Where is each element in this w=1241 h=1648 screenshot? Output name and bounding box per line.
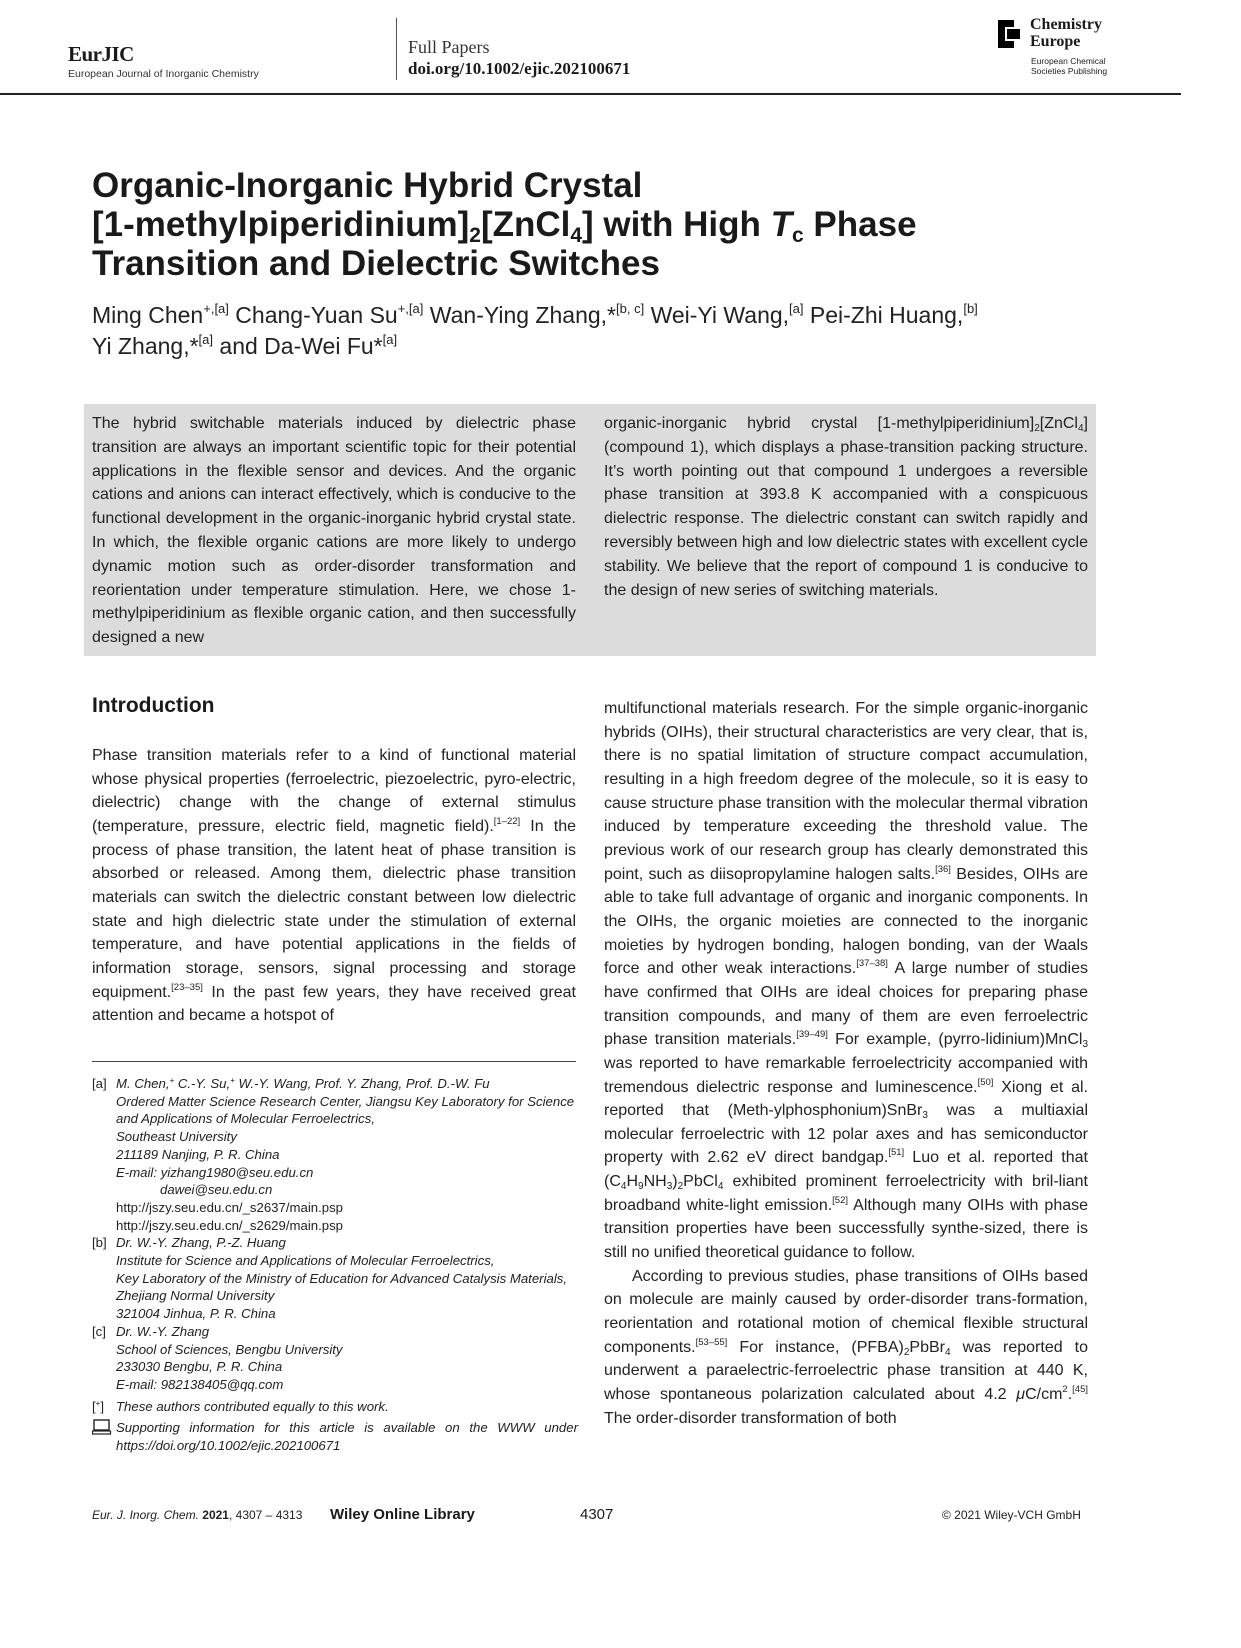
footnote-equal-contribution: [+] These authors contributed equally to this work. (92, 1398, 389, 1414)
copyright: © 2021 Wiley-VCH GmbH (942, 1508, 1081, 1522)
journal-abbreviation: EurJIC (68, 42, 134, 66)
wiley-online-library-link[interactable]: Wiley Online Library (330, 1506, 475, 1523)
footnote-supporting-info (92, 1419, 578, 1454)
footnote-rule (92, 1061, 576, 1062)
publisher-subtitle: European Chemical Societies Publishing (1031, 56, 1108, 76)
body-left-column (92, 744, 576, 1028)
supporting-info-text[interactable]: Supporting information for this article is available on the WWW under https://doi.org/10.1002/ejic.202100671 (116, 1420, 578, 1454)
author-list: Ming Chen$^{+,[a]}$ Chang-Yuan $Su^{+,[a]}$ Wan-Ying Zhang,*[b, c] Wei-Yi Wang,[a] Pei-Zhi Huang,[b] Yi Zhang,*[a] and Da-Wei Fu*[a] (92, 301, 978, 359)
header-divider (396, 18, 397, 80)
header-rule (0, 93, 1181, 95)
section-heading-introduction: Introduction (92, 694, 215, 717)
computer-icon (92, 1419, 112, 1435)
paragraph: According to previous studies, phase transitions of OIHs based on molecule are mainly caused by order-disorder trans-formation, reorientation and rotational motion of chemical flexible structural components.[53–55] For instance, $(PFBA)_2PbBr_4$ was reported to underwent a paraelectric-ferroelectric phase transition at 440 K, whose spontaneous polarization calculated about 4.2 $\mu C/cm^2.[45]$ The order-disorder transformation of both (604, 1267, 1088, 1427)
author-url-link[interactable]: http://jszy.seu.edu.cn/_s2637/main.psp (116, 1199, 344, 1215)
page-number: 4307 (580, 1506, 614, 1523)
paper-title: Organic-Inorganic Hybrid Crystal $[1-methylpiperidinium]_2[ZnCl_4]$ with High $T_c$ Phase Transition and Dielectric Switches (92, 166, 917, 283)
footnote-b: [b] Dr. W.-Y. Zhang, P.-Z. Huang Institute for Science and Applications of Molecular Ferroelectrics, Key Laboratory of the Ministry of Education for Advanced Catalysis Materials, Zhejiang Normal University 321004 Jinhua, P. R. China (92, 1235, 568, 1322)
paragraph: multifunctional materials research. For the simple organic-inorganic hybrids (OIHs), their structural characteristics are very clear, that is, there is no spatial limitation of structure compact accumulation, resulting in a high freedom degree of the molecule, so it is easy to cause structure phase transition with the molecular thermal vibration induced by temperature exceeding the threshold value. The previous work of our research group has clearly demonstrated this point, such as diisopropylamine halogen salts.[36] Besides, OIHs are able to take full advantage of organic and inorganic components. In the OIHs, the organic moieties are connected to the inorganic moieties by hydrogen bonding, halogen bonding, van der Waals force and other weak interactions.[37–38] A large number of studies have confirmed that OIHs are ideal choices for preparing phase transition compounds, and many of them are even ferroelectric phase transition materials.[39–49] For example, (pyrro-lidinium)MnCl$_3$ was reported to have remarkable ferroelectricity accompanied with tremendous dielectric response and luminescence.[50] Xiong et al. reported that (Meth-ylphosphonium)SnBr$_3$ was a multiaxial molecular ferroelectric with 12 polar axes and has semiconductor property with 2.62 eV direct bandgap.[51] Luo et al. reported that $(C_4H_9NH_3)_2PbCl_4$ exhibited prominent ferroelectricity with bril-liant broadband white-light emission.[52] Although many OIHs with phase transition properties have been successfully synthe-sized, there is still no unified theoretical guidance to follow. (604, 700, 1089, 1262)
author-url-link[interactable]: http://jszy.seu.edu.cn/_s2629/main.psp (116, 1217, 344, 1233)
paper-type: Full Papers (408, 37, 490, 57)
chemistry-europe-logo-icon (996, 18, 1022, 50)
journal-full-name: European Journal of Inorganic Chemistry (68, 68, 259, 80)
doi-link[interactable]: doi.org/10.1002/ejic.202100671 (408, 59, 631, 78)
footer-citation: Eur. J. Inorg. Chem. 2021, 4307 – 4313 (92, 1508, 303, 1522)
affiliation-footnotes (92, 1075, 578, 1455)
footnote-a: [a] M. Chen,+ C.-Y. Su,+ W.-Y. Wang, Prof. Y. Zhang, Prof. D.-W. Fu Ordered Matter Science Research Center, Jiangsu Key Laboratory for Science and Applications of Molecular Ferroelectrics, Southeast University 211189 Nanjing, P. R. China E-mail: yizhang1980@seu.edu.cn dawei@seu.edu.cn http://jszy.seu.edu.cn/_s2637/main.psp http://jszy.seu.edu.cn/_s2629/main.psp (92, 1075, 578, 1234)
abstract-left-column: The hybrid switchable materials induced by dielectric phase transition are always an important scientific topic for their potential applications in the flexible sensor and devices. And the organic cations and anions can interact effectively, which is conducive to the functional development in the organic-inorganic hybrid crystal state. In which, the flexible organic cations are more likely to undergo dynamic motion such as order-disorder transformation and reorientation under temperature stimulation. Here, we chose 1-methylpiperidinium as flexible organic cation, and then successfully designed a new (92, 415, 576, 647)
abstract-box (84, 404, 1096, 656)
body-right-column (604, 697, 1088, 1430)
paragraph: Phase transition materials refer to a kind of functional material whose physical properties (ferroelectric, piezoelectric, pyro-electric, dielectric) change with the change of external stimulus (temperature, pressure, electric field, magnetic field).[1–22] In the process of phase transition, the latent heat of phase transition is absorbed or released. Among them, dielectric phase transition materials can switch the dielectric constant between low dielectric state and high dielectric state under the stimulation of external temperature, and have potential applications in the fields of information storage, sensors, signal processing and storage equipment.[23–35] In the past few years, they have received great attention and became a hotspot of (92, 747, 576, 1025)
abstract-right-column: organic-inorganic hybrid crystal $[1-methylpiperidinium]_2[ZnCl_4]$ (compound 1), which displays a phase-transition packing structure. It’s worth pointing out that compound 1 undergoes a reversible phase transition at 393.8 K accompanied with a conspicuous dielectric response. The dielectric constant can switch rapidly and reversibly between high and low dielectric states with excellent cycle stability. We believe that the report of compound 1 is conducive to the design of new series of switching materials. (604, 415, 1088, 599)
publisher-name: Chemistry Europe (1030, 16, 1102, 50)
footnote-c: [c] Dr. W.-Y. Zhang School of Sciences, Bengbu University 233030 Bengbu, P. R. China E-mail: 982138405@qq.com (92, 1323, 343, 1392)
